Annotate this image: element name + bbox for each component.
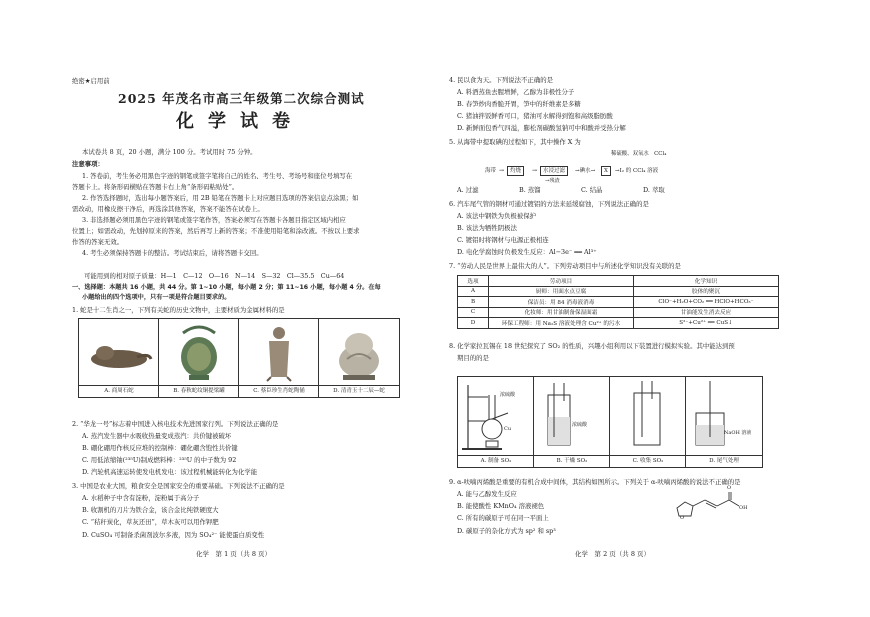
question-4-stem: 4. 民以食为天。下列说法不正确的是 (449, 76, 553, 84)
table-cell: 厨师：用面水点豆腐 (489, 286, 634, 297)
table-header-row (458, 276, 779, 287)
question-4-option: B. 春笋炒肉香脆开胃，笋中的纤维素是多糖 (457, 100, 581, 108)
flow-middle-label: →碘水→ (575, 168, 596, 174)
question-2-option: A. 蒸汽发生器中水吸收热量变成蒸汽：共价键被破坏 (82, 432, 232, 440)
question-3-option: A. 水稻种子中含有淀粉，淀粉属于高分子 (82, 494, 200, 502)
option-caption: B. 春秋蛇纹铜提梁罐 (159, 385, 239, 397)
question-7-stem: 7. “劳动人民是世界上最伟大的人”。下列劳动项目中与所述化学知识没有关联的是 (449, 262, 681, 270)
table-row (458, 307, 779, 318)
notice-line: 作答的答案无效。 (72, 238, 124, 246)
question-2-stem: 2. “华龙一号”标志着中国进入核电技术先进国家行列。下列说法正确的是 (72, 420, 279, 428)
question-8-stem: 8. 化学家拉瓦锡在 18 世纪探究了 SO₂ 的性质，兴趣小组利用以下装置进行模拟实验。其中能达到预 (449, 342, 735, 350)
section-heading-cont: 小题给出的四个选项中，只有一项是符合题目要求的。 (82, 294, 231, 301)
table-header-cell: 劳动项目 (489, 276, 634, 287)
flow-end-label: →I₂ 的 CCl₄ 溶液 (615, 168, 659, 174)
question-3-option: B. 收割机的刀片为铁合金，该合金比纯铁硬度大 (82, 506, 219, 514)
question-3-option: D. CuSO₄ 可制备杀菌剂波尔多液，因为 SO₄²⁻ 能使蛋白质变性 (82, 531, 265, 539)
option-caption: A. 制备 SO₂ (458, 455, 534, 467)
apparatus-c (609, 376, 687, 468)
table-header-cell: 选项 (458, 276, 489, 287)
subject-title: 化学试卷 (176, 111, 304, 132)
question-3-option: C. “秸秆炭化，草灰还田”，草木灰可以用作钾肥 (82, 518, 219, 526)
question-4-option: C. 猪油拌饭鲜香可口，猪油可水解得到饱和高级脂肪酸 (457, 112, 613, 120)
notice-line: 1. 答卷前，考生务必用黑色字迹的钢笔或签字笔将自己的姓名、考生号、考场号和座位号填写在 (82, 172, 353, 180)
arrow-icon: → (499, 167, 505, 174)
atom-label: O (680, 515, 685, 521)
notice-line: 2. 作答选择题时，选出每小题答案后，用 2B 铅笔在答题卡上对应题目选项的答案信息点涂黑；如 (82, 194, 359, 202)
table-cell: 保洁员：用 84 消毒液消毒 (489, 297, 634, 308)
question-2-option: B. 硼化硼用作核反应堆的控制棒：硼化硼含饱性共价键 (82, 444, 238, 452)
question-3-stem: 3. 中国是农业大国，粮食安全是国家安全的重要基础。下列说法不正确的是 (72, 482, 285, 490)
flask-stand-icon (458, 377, 534, 455)
apparatus-b (533, 376, 611, 468)
notice-line: 4. 考生必须保持答题卡的整洁。考试结束后，请将答题卡交回。 (82, 249, 263, 257)
flow-step-box-x: X (601, 166, 611, 176)
table-cell: S²⁻+Cu²⁺ ══ CuS↓ (634, 318, 779, 329)
table-cell: 胶体的聚沉 (634, 286, 779, 297)
question-1-stem: 1. 蛇是十二生肖之一，下列有关蛇的历史文物中，主要材质为金属材料的是 (72, 306, 285, 314)
atomic-masses: 可能用到的相对原子质量：H—1 C—12 O—16 N—14 S—32 Cl—35.5 Cu—64 (84, 272, 345, 280)
pottery-figure-icon (239, 319, 319, 385)
question-5-option: D. 萃取 (643, 186, 665, 194)
question-5-option: C. 结晶 (581, 186, 603, 194)
flow-residue-label: →残渣 (545, 178, 560, 184)
table-cell: 环保工程师：用 Na₂S 溶液处理含 Cu²⁺ 的污水 (489, 318, 634, 329)
apparatus-d (685, 376, 763, 468)
question-6-option: A. 该法中钢铁为负极被保护 (457, 212, 536, 220)
table-cell: 甘油能发生消去反应 (634, 307, 779, 318)
notice-line: 位置上；如需改动，先划掉原来的答案，然后再写上新的答案；不准使用铅笔和涂改液。不按以上要求 (72, 227, 360, 235)
option-caption: C. 收集 SO₂ (610, 455, 686, 467)
question-7-table (457, 275, 779, 329)
jade-snake-icon (319, 319, 399, 385)
exam-title: 2025 年茂名市高三年级第二次综合测试 (118, 91, 365, 106)
table-header-cell: 化学知识 (634, 276, 779, 287)
option-caption: D. 清青玉十二辰—蛇 (319, 385, 399, 397)
flow-step-box: 水浸过滤 (540, 166, 568, 176)
question-6-option: D. 电化学腐蚀时负极发生反应：Al−3e⁻ ══ Al³⁺ (457, 248, 597, 256)
question-8-stem-cont: 期目的的是 (457, 354, 489, 362)
reagent-label: 浓硫酸 (500, 392, 516, 398)
collection-bottle-icon (610, 377, 686, 455)
reagent-label: Cu (504, 426, 512, 432)
table-cell: C (458, 307, 489, 318)
flow-step-box: 灼烧 (507, 166, 524, 176)
table-cell: D (458, 318, 489, 329)
apparatus-a (457, 376, 535, 468)
arrow-icon: → (532, 167, 538, 174)
gas-wash-bottle-icon (534, 377, 610, 455)
question-6-option: B. 该法为牺牲阴极法 (457, 224, 517, 232)
question-4-option: A. 料酒蒸鱼去腥增鲜，乙醇为非极性分子 (457, 88, 575, 96)
table-cell: ClO⁻+H₂O+CO₂ ══ HClO+HCO₃⁻ (634, 297, 779, 308)
confidential-label: 绝密★启用前 (72, 77, 110, 85)
section-heading: 一、选择题：本题共 16 小题，共 44 分。第 1~10 小题，每小题 2 分；第 11~16 小题，每小题 4 分。在每 (72, 284, 381, 291)
page-footer: 化学 第 2 页（共 8 页） (575, 550, 651, 558)
atom-label: O (727, 485, 732, 491)
option-image-c (238, 318, 320, 398)
page-2 (435, 0, 870, 617)
exam-intro: 本试卷共 8 页，20 小题，满分 100 分。考试用时 75 分钟。 (82, 148, 257, 156)
question-9-option: B. 能使酸性 KMnO₄ 溶液褪色 (457, 502, 545, 510)
question-6-option: C. 镀铝时将钢材与电源正极相连 (457, 236, 549, 244)
option-caption: C. 蔡臣珍生肖蛇陶俑 (239, 385, 319, 397)
question-5-option: B. 蒸馏 (519, 186, 541, 194)
page-footer: 化学 第 1 页（共 8 页） (196, 550, 272, 558)
table-cell: A (458, 286, 489, 297)
option-caption: A. 商周石蛇 (79, 385, 159, 397)
notice-heading: 注意事项： (72, 160, 104, 168)
flow-start-label: 海带 (485, 168, 497, 174)
table-row (458, 297, 779, 308)
option-image-b (158, 318, 240, 398)
question-4-option: D. 新鲜面包香气四溢，膨松剂碳酸氢钠可中和酸并受热分解 (457, 124, 626, 132)
furan-acrylic-acid-structure (667, 485, 757, 524)
question-5-option: A. 过滤 (457, 186, 479, 194)
table-row (458, 286, 779, 297)
notice-line: 3. 非选择题必须用黑色字迹的钢笔或签字笔作答，答案必须写在答题卡各题目指定区域内相应 (82, 216, 346, 224)
option-caption: D. 尾气处理 (686, 455, 762, 467)
table-row (458, 318, 779, 329)
bronze-jar-icon (159, 319, 239, 385)
table-cell: 化妆师：用甘油制备保湿面霜 (489, 307, 634, 318)
notice-line: 答题卡上。将条形码横贴在答题卡右上角“条形码粘贴处”。 (72, 183, 239, 191)
option-image-d (318, 318, 400, 398)
notice-line: 需改动，用橡皮擦干净后，再选涂其他答案，答案不能答在试卷上。 (72, 205, 264, 213)
question-9-stem: 9. α-呋喃丙烯酸是重要的有机合成中间体，其结构如图所示。下列关于 α-呋喃丙烯酸的说法不正确的是 (449, 478, 741, 486)
reagent-label: 浓硫酸 (572, 422, 588, 428)
option-image-a (78, 318, 160, 398)
question-2-option: C. 用低浓缩铀(²³⁵U)制成燃料棒：²³⁵U 的中子数为 92 (82, 456, 237, 464)
atom-label: OH (739, 505, 748, 511)
question-9-option: C. 所有的碳原子可在同一平面上 (457, 514, 549, 522)
table-cell: B (458, 297, 489, 308)
question-9-option: A. 能与乙醇发生反应 (457, 490, 517, 498)
absorption-beaker-icon (686, 377, 762, 455)
stone-snake-icon (79, 319, 159, 385)
question-2-option: D. 汽轮机高速运转使发电机发电：该过程机械能转化为化学能 (82, 468, 258, 476)
option-caption: B. 干燥 SO₂ (534, 455, 610, 467)
question-6-stem: 6. 汽车尾气管的钢材可通过镀铝的方法来延缓腐蚀，下列说法正确的是 (449, 200, 649, 208)
question-5-stem: 5. 从海带中提取碘的过程如下，其中操作 X 为 (449, 138, 581, 146)
question-9-option: D. 碳原子的杂化方式为 sp² 和 sp³ (457, 527, 556, 535)
flow-reagents-label: 稀硫酸、双氧水 CCl₄ (611, 151, 667, 157)
reagent-label: NaOH 溶液 (724, 430, 752, 436)
